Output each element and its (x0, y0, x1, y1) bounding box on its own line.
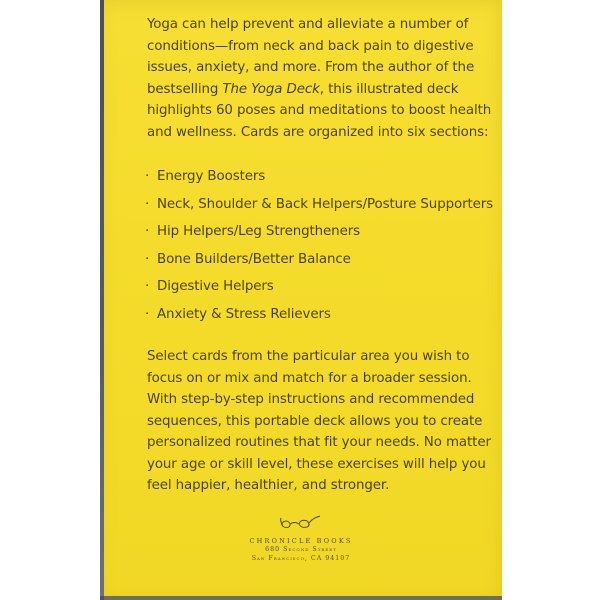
card-edge (100, 0, 104, 600)
intro-text: Yoga can help prevent and alleviate a number of conditions—from neck and back pain to digestive issues, anxiety, and more. From the author of the bestselling (147, 17, 475, 97)
card-edge-bottom (100, 596, 502, 600)
list-item: · Energy Boosters (147, 166, 497, 188)
publisher-address-line1: 680 Second Street (265, 546, 337, 553)
deck-back-cover (100, 0, 502, 600)
closing-paragraph: Select cards from the particular area you wish to focus on or mix and match for a broader session. With step-by-step instructions and recommended sequences, this portable deck allows you to create personalized routines that fit your needs. No matter your age or skill level, these exercises will help you feel happier, healthier, and stronger. (147, 349, 491, 493)
list-item: · Neck, Shoulder & Back Helpers/Posture Supporters (147, 194, 497, 216)
bullet-icon: · (145, 251, 150, 267)
list-item: · Anxiety & Stress Relievers (147, 304, 497, 326)
bullet-icon: · (145, 169, 150, 184)
book-title: The Yoga Deck (222, 81, 320, 97)
bullet-icon: · (145, 279, 150, 294)
bullet-icon: · (145, 306, 150, 322)
publisher-address-line2: San Francisco, CA 94107 (251, 555, 351, 562)
sections-list (147, 166, 497, 325)
intro-paragraph (147, 14, 497, 143)
list-item: · Hip Helpers/Leg Strengtheners (147, 221, 497, 243)
publisher-name: CHRONICLE BOOKS (249, 537, 353, 545)
list-item: · Digestive Helpers (147, 276, 497, 298)
list-item: · Bone Builders/Better Balance (147, 249, 497, 271)
description-block (147, 14, 497, 497)
glasses-icon (279, 515, 323, 531)
bullet-icon: · (145, 196, 150, 212)
bullet-icon: · (145, 224, 150, 239)
publisher-logo (100, 515, 502, 563)
intro-text-cont: , this illustrated deck highlights 60 poses and meditations to boost health and wellness. Cards are organized into six sections: (147, 81, 492, 140)
